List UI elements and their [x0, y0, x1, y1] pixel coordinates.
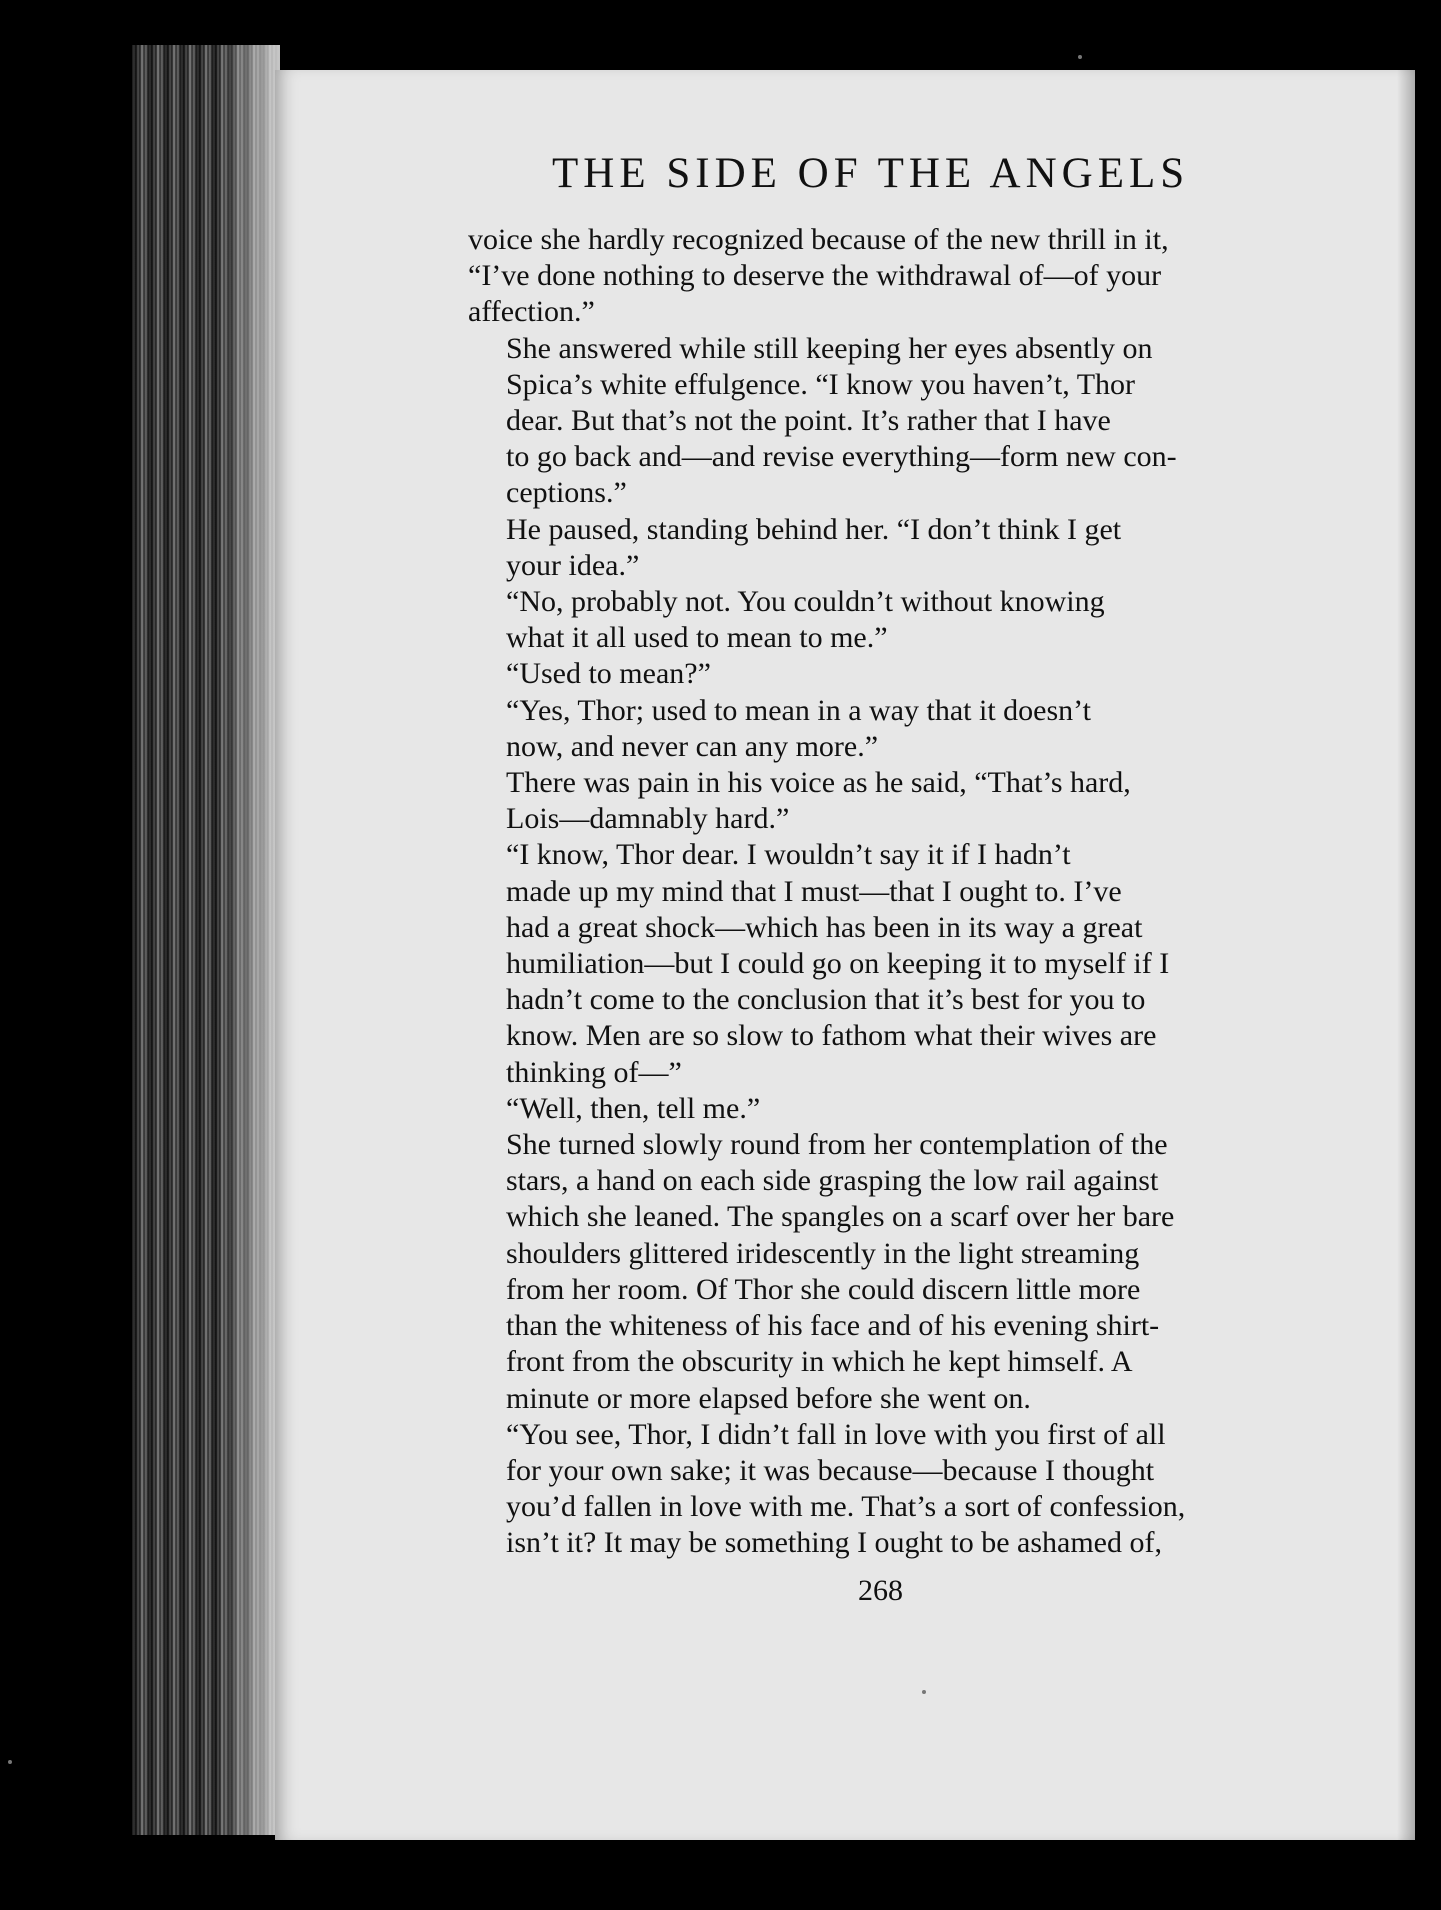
text-line: She turned slowly round from her contemplation of the	[506, 1128, 1168, 1162]
text-line: affection.”	[468, 295, 595, 329]
text-line: know. Men are so slow to fathom what their wives are	[506, 1019, 1157, 1053]
text-line: had a great shock—which has been in its way a great	[506, 910, 1143, 944]
text-line: your idea.”	[506, 548, 640, 582]
text-line: thinking of—”	[506, 1055, 682, 1089]
paragraph	[468, 512, 1310, 584]
text-line: “I know, Thor dear. I wouldn’t say it if I hadn’t	[506, 838, 1071, 872]
text-line: minute or more elapsed before she went on.	[506, 1381, 1031, 1415]
paragraph	[468, 656, 1310, 692]
text-line: you’d fallen in love with me. That’s a sort of confession,	[506, 1490, 1186, 1524]
text-line: “I’ve done nothing to deserve the withdrawal of—of your	[468, 259, 1162, 293]
page-number: 268	[858, 1574, 903, 1607]
text-line: isn’t it? It may be something I ought to be ashamed of,	[506, 1526, 1162, 1560]
running-head: THE SIDE OF THE ANGELS	[552, 150, 1190, 197]
paragraph	[468, 837, 1310, 1090]
text-line: front from the obscurity in which he kept himself. A	[506, 1345, 1133, 1379]
paragraph	[468, 584, 1310, 656]
text-line: “Used to mean?”	[506, 657, 711, 691]
text-line: which she leaned. The spangles on a scarf over her bare	[506, 1200, 1175, 1234]
text-line: “No, probably not. You couldn’t without knowing	[506, 585, 1105, 619]
text-line: Spica’s white effulgence. “I know you haven’t, Thor	[506, 367, 1136, 401]
text-line: hadn’t come to the conclusion that it’s best for you to	[506, 983, 1146, 1017]
text-line: “Yes, Thor; used to mean in a way that it doesn’t	[506, 693, 1091, 727]
text-line: “Well, then, tell me.”	[506, 1091, 761, 1125]
text-line: He paused, standing behind her. “I don’t think I get	[506, 512, 1122, 546]
paragraph	[468, 331, 1310, 512]
text-line: ceptions.”	[506, 476, 627, 510]
paragraph	[468, 693, 1310, 765]
text-line: “You see, Thor, I didn’t fall in love with you first of all	[506, 1417, 1166, 1451]
page-body-text	[468, 222, 1310, 1562]
text-line: than the whiteness of his face and of his evening shirt-	[506, 1309, 1160, 1343]
text-line: humiliation—but I could go on keeping it to myself if I	[506, 947, 1170, 981]
scan-speck	[1078, 55, 1082, 59]
text-line: now, and never can any more.”	[506, 729, 879, 763]
text-line: stars, a hand on each side grasping the low rail against	[506, 1164, 1159, 1198]
text-line: for your own sake; it was because—because I thought	[506, 1453, 1155, 1487]
text-line: She answered while still keeping her eyes absently on	[506, 331, 1153, 365]
scan-speck	[922, 1690, 926, 1694]
paragraph	[468, 1091, 1310, 1127]
text-line: dear. But that’s not the point. It’s rather that I have	[506, 404, 1111, 438]
text-line: made up my mind that I must—that I ought to. I’ve	[506, 874, 1122, 908]
text-line: from her room. Of Thor she could discern little more	[506, 1272, 1141, 1306]
paragraph	[468, 222, 1310, 331]
paragraph	[468, 765, 1310, 837]
text-line: voice she hardly recognized because of the new thrill in it,	[468, 223, 1169, 256]
scan-speck	[8, 1760, 12, 1764]
text-line: what it all used to mean to me.”	[506, 621, 888, 655]
text-line: to go back and—and revise everything—form new con-	[506, 440, 1177, 474]
paragraph	[468, 1417, 1310, 1562]
text-line: There was pain in his voice as he said, “That’s hard,	[506, 766, 1131, 800]
paragraph	[468, 1127, 1310, 1417]
text-line: Lois—damnably hard.”	[506, 802, 790, 836]
page-block-edge	[132, 45, 280, 1835]
text-line: shoulders glittered iridescently in the light streaming	[506, 1236, 1140, 1270]
